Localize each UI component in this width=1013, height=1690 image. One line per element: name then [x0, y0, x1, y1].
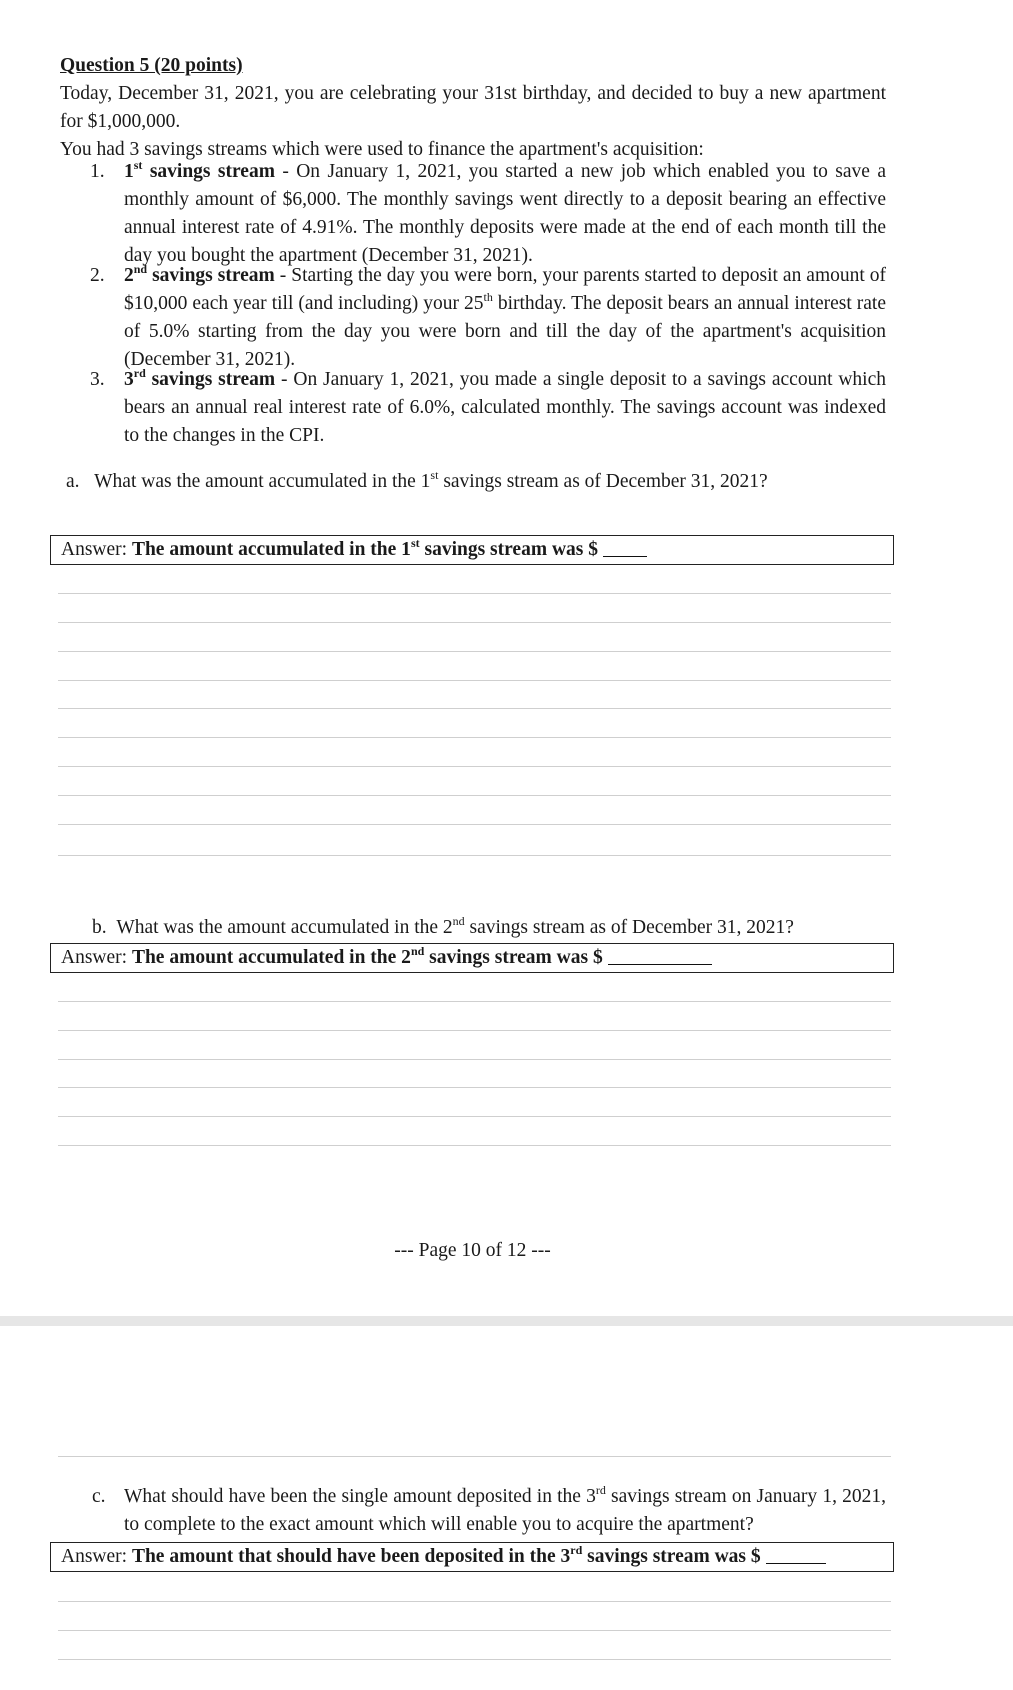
sub-question-a: a. What was the amount accumulated in the 1st savings stream as of December 31, 2021?	[66, 468, 768, 492]
answer-line	[58, 1630, 891, 1631]
stream-text: 2nd savings stream - Starting the day you were born, your parents started to deposit an amount of $10,000 each year till (and including) your 25th birthday. The deposit bears an annual interest rate of 5.0% starting from the day you were born and till the day of the apartment's acquisition (December 31, 2021).	[124, 262, 886, 370]
answer-blank-b[interactable]	[608, 944, 712, 965]
stream-number: 2.	[90, 265, 105, 286]
question-intro	[60, 80, 886, 164]
stream-number: 3.	[90, 369, 105, 390]
page-separator	[0, 1316, 1013, 1326]
answer-blank-c[interactable]	[766, 1543, 826, 1564]
answer-box-b[interactable]: Answer: The amount accumulated in the 2nd savings stream was $	[50, 943, 894, 973]
answer-line	[58, 1116, 891, 1117]
answer-line	[58, 824, 891, 825]
intro-line-2: You had 3 savings streams which were used to finance the apartment's acquisition:	[60, 139, 704, 160]
answer-line	[58, 795, 891, 796]
intro-line-1: Today, December 31, 2021, you are celebrating your 31st birthday, and decided to buy a new apartment for $1,000,000.	[60, 83, 886, 132]
answer-line	[58, 651, 891, 652]
page-footer: --- Page 10 of 12 ---	[394, 1240, 551, 1261]
answer-line	[58, 1456, 891, 1457]
answer-line	[58, 1601, 891, 1602]
sub-question-c: c. What should have been the single amount deposited in the 3rd savings stream on January 1, 2021, to complete to the exact amount which will enable you to acquire the apartment?	[92, 1483, 886, 1535]
answer-line	[58, 1145, 891, 1146]
answer-line	[58, 766, 891, 767]
answer-line	[58, 680, 891, 681]
answer-line	[58, 1030, 891, 1031]
answer-line	[58, 1059, 891, 1060]
answer-box-c[interactable]: Answer: The amount that should have been deposited in the 3rd savings stream was $	[50, 1542, 894, 1572]
answer-line	[58, 1659, 891, 1660]
answer-line	[58, 737, 891, 738]
question-title: Question 5 (20 points)	[60, 55, 243, 76]
stream-text: 3rd savings stream - On January 1, 2021, you made a single deposit to a savings account which bears an annual real interest rate of 6.0%, calculated monthly. The savings account was indexed to the changes in the CPI.	[124, 366, 886, 446]
answer-line	[58, 1087, 891, 1088]
stream-number: 1.	[90, 161, 105, 182]
answer-line	[58, 593, 891, 594]
answer-blank-a[interactable]	[603, 536, 647, 557]
answer-box-a[interactable]: Answer: The amount accumulated in the 1st savings stream was $	[50, 535, 894, 565]
answer-line	[58, 622, 891, 623]
answer-line	[58, 708, 891, 709]
answer-line	[58, 855, 891, 856]
answer-line	[58, 1001, 891, 1002]
stream-text: 1st savings stream - On January 1, 2021, you started a new job which enabled you to save a monthly amount of $6,000. The monthly savings went directly to a deposit bearing an effective annual interest rate of 4.91%. The monthly deposits were made at the end of each month till the day you bought the apartment (December 31, 2021).	[124, 158, 886, 266]
sub-question-b: b. What was the amount accumulated in the 2nd savings stream as of December 31, 2021?	[92, 914, 794, 938]
